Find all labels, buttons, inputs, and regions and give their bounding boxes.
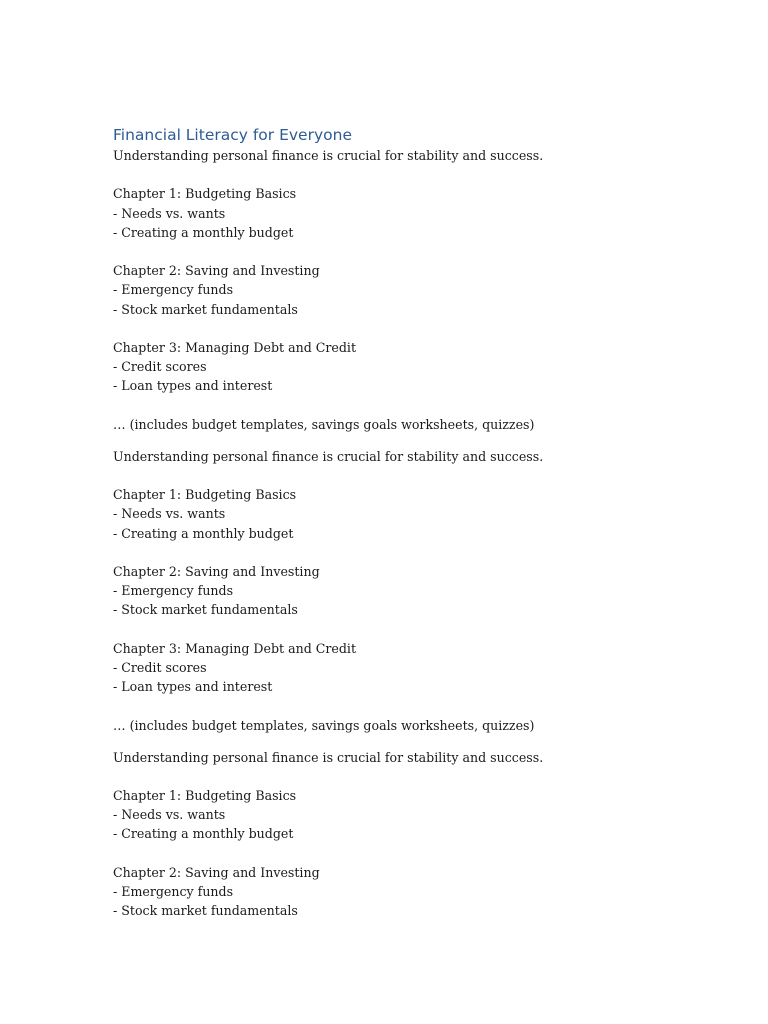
content-section (113, 146, 713, 434)
chapter-item: - Stock market fundamentals (113, 301, 298, 317)
chapter-item: - Stock market fundamentals (113, 602, 298, 618)
content-section (113, 447, 713, 735)
intro-paragraph: Understanding personal finance is crucial for stability and success. (113, 148, 544, 163)
chapter-item: - Emergency funds (113, 282, 234, 298)
intro-paragraph: Understanding personal finance is crucial for stability and success. (113, 448, 544, 464)
chapter-item: - Credit scores (113, 659, 207, 675)
chapter-heading: Chapter 2: Saving and Investing (113, 563, 320, 579)
resources-note: … (includes budget templates, savings goals worksheets, quizzes) (113, 717, 535, 733)
chapter-heading: Chapter 2: Saving and Investing (113, 263, 320, 279)
document-body (113, 124, 713, 920)
chapter-heading: Chapter 3: Managing Debt and Credit (113, 339, 357, 355)
chapter-heading: Chapter 3: Managing Debt and Credit (113, 640, 357, 656)
chapter-heading: Chapter 1: Budgeting Basics (113, 787, 297, 803)
chapter-item: - Loan types and interest (113, 378, 273, 394)
chapter-item: - Emergency funds (113, 883, 234, 899)
chapter-item: - Emergency funds (113, 583, 234, 599)
chapter-item: - Creating a monthly budget (113, 826, 294, 842)
content-section (113, 748, 713, 921)
chapter-heading: Chapter 1: Budgeting Basics (113, 487, 297, 503)
chapter-item: - Loan types and interest (113, 679, 273, 695)
chapter-heading: Chapter 2: Saving and Investing (113, 864, 320, 880)
chapter-item: - Needs vs. wants (113, 205, 226, 221)
intro-paragraph: Understanding personal finance is crucial for stability and success. (113, 749, 544, 765)
resources-note: … (includes budget templates, savings goals worksheets, quizzes) (113, 416, 535, 432)
chapter-item: - Needs vs. wants (113, 807, 226, 823)
chapter-item: - Needs vs. wants (113, 506, 226, 522)
chapter-item: - Creating a monthly budget (113, 525, 294, 541)
chapter-item: - Creating a monthly budget (113, 224, 294, 240)
document-title: Financial Literacy for Everyone (113, 126, 352, 144)
chapter-item: - Stock market fundamentals (113, 903, 298, 919)
chapter-heading: Chapter 1: Budgeting Basics (113, 186, 297, 202)
chapter-item: - Credit scores (113, 359, 207, 375)
